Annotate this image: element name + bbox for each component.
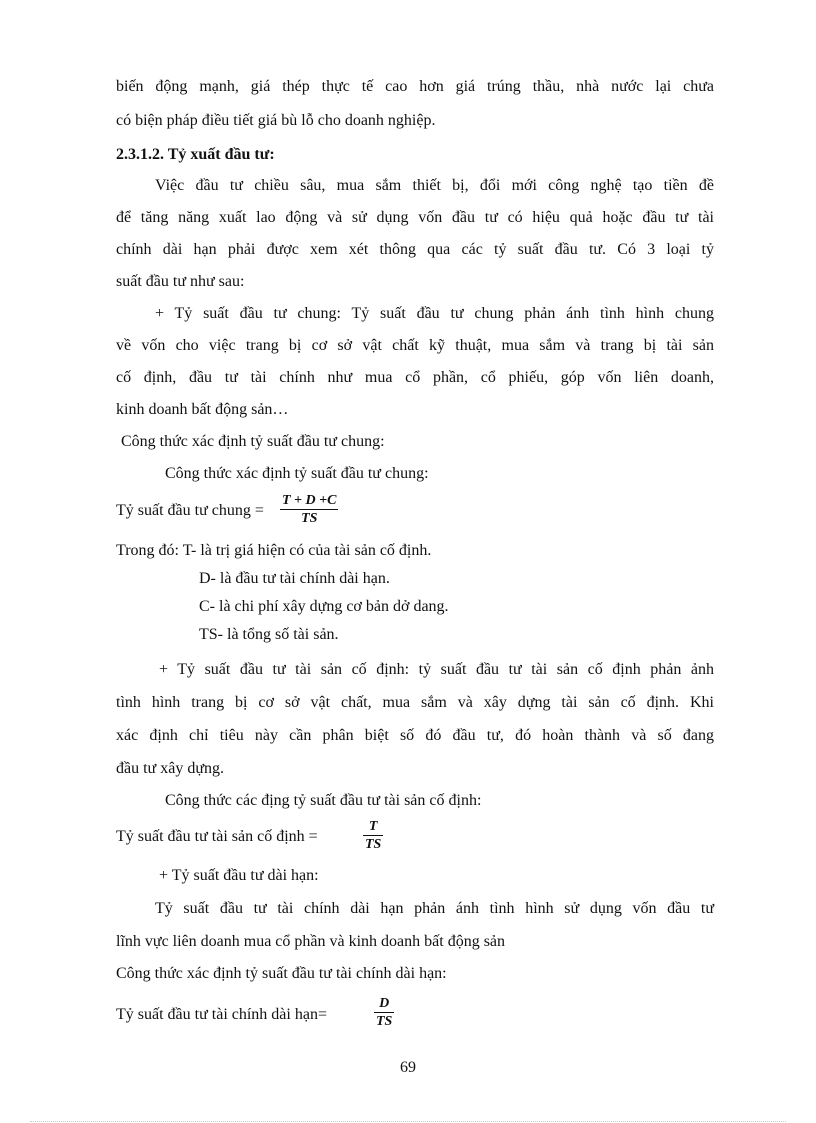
text-line: D- là đầu tư tài chính dài hạn. xyxy=(199,570,390,587)
formula-label: Tỷ suất đầu tư tài chính dài hạn= xyxy=(116,1006,327,1023)
text-line: Công thức xác định tỷ suất đầu tư tài chính dài hạn: xyxy=(116,965,447,982)
text-line: C- là chi phí xây dựng cơ bản dở dang. xyxy=(199,598,449,615)
text-line: suất đầu tư như sau: xyxy=(116,273,245,290)
text-line: tình hình trang bị cơ sở vật chất, mua sắm và xây dựng tài sản cố định. Khi xyxy=(116,694,714,711)
text-line: cố định, đầu tư tài chính như mua cổ phần, cổ phiếu, góp vốn liên doanh, xyxy=(116,369,714,386)
formula-numerator: T xyxy=(368,819,378,834)
text-line: + Tỷ suất đầu tư tài sản cố định: tỷ suất đầu tư tài sản cố định phản ảnh xyxy=(159,661,714,678)
text-line: Công thức các địng tỷ suất đầu tư tài sản cố định: xyxy=(165,792,482,809)
text-line: đầu tư xây dựng. xyxy=(116,760,224,777)
text-line: về vốn cho việc trang bị cơ sở vật chất kỹ thuật, mua sắm và trang bị tài sản xyxy=(116,337,714,354)
page-bottom-border xyxy=(30,1121,786,1122)
formula-label: Tỷ suất đầu tư tài sản cố định = xyxy=(116,828,318,845)
section-heading: 2.3.1.2. Tỷ xuất đầu tư: xyxy=(116,146,275,163)
text-line: Tỷ suất đầu tư tài chính dài hạn phản ánh tình hình sử dụng vốn đầu tư xyxy=(155,900,714,917)
formula-numerator: T + D +C xyxy=(282,493,337,508)
text-line: Việc đầu tư chiều sâu, mua sắm thiết bị, đổi mới công nghệ tạo tiền đề xyxy=(155,177,714,194)
text-line: xác định chỉ tiêu này cần phân biệt số đó đầu tư, đó hoàn thành và số đang xyxy=(116,727,714,744)
formula-denominator: TS xyxy=(280,509,338,527)
text-line: Công thức xác định tỷ suất đầu tư chung: xyxy=(165,465,429,482)
text-line: Trong đó: T- là trị giá hiện có của tài sản cố định. xyxy=(116,542,432,559)
formula-fraction xyxy=(374,996,394,1030)
text-line: TS- là tổng số tài sản. xyxy=(199,626,339,643)
page-number: 69 xyxy=(400,1059,416,1076)
text-line: Công thức xác định tỷ suất đầu tư chung: xyxy=(121,433,385,450)
formula-label: Tỷ suất đầu tư chung = xyxy=(116,502,264,519)
formula-fraction xyxy=(280,493,338,527)
text-line: biến động mạnh, giá thép thực tế cao hơn giá trúng thầu, nhà nước lại chưa xyxy=(116,78,714,95)
formula-fraction xyxy=(363,819,383,853)
formula-denominator: TS xyxy=(365,837,382,852)
text-line: chính dài hạn phải được xem xét thông qua các tỷ suất đầu tư. Có 3 loại tỷ xyxy=(116,241,714,258)
formula-denominator: TS xyxy=(376,1014,393,1029)
text-line: để tăng năng xuất lao động và sử dụng vốn đầu tư có hiệu quả hoặc đầu tư tài xyxy=(116,209,714,226)
text-line: + Tỷ suất đầu tư chung: Tỷ suất đầu tư chung phản ánh tình hình chung xyxy=(155,305,714,322)
formula-numerator: D xyxy=(379,996,390,1011)
text-line: kinh doanh bất động sản… xyxy=(116,401,289,418)
text-line: + Tỷ suất đầu tư dài hạn: xyxy=(159,867,319,884)
text-line: lĩnh vực liên doanh mua cổ phần và kinh doanh bất động sản xyxy=(116,933,506,950)
text-line: có biện pháp điều tiết giá bù lỗ cho doanh nghiệp. xyxy=(116,112,436,129)
